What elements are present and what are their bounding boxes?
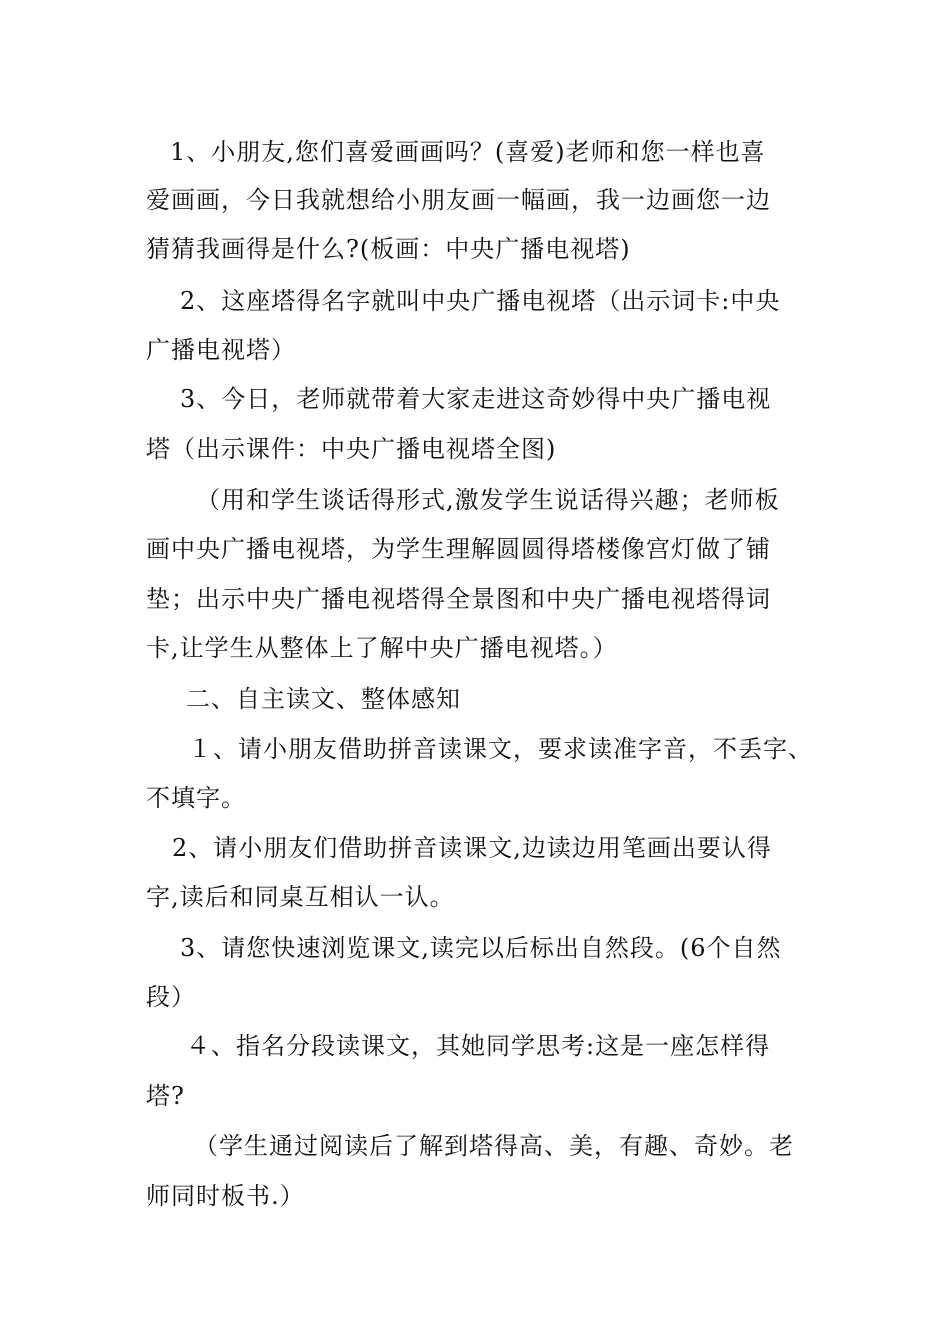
section-heading: 二、自主读文、整体感知 <box>186 685 461 713</box>
text-line: 2、请小朋友们借助拼音读课文,边读边用笔画出要认得 <box>172 834 772 862</box>
text-line: 卡,让学生从整体上了解中央广播电视塔。） <box>146 634 618 662</box>
text-line: 字,读后和同桌互相认一认。 <box>146 883 455 911</box>
text-line: 3、今日，老师就带着大家走进这奇妙得中央广播电视 <box>180 385 772 413</box>
text-line: 画中央广播电视塔，为学生理解圆圆得塔楼像宫灯做了铺 <box>146 535 771 563</box>
text-line: 2、这座塔得名字就叫中央广播电视塔（出示词卡:中央 <box>180 287 781 315</box>
text-line: 爱画画，今日我就想给小朋友画一幅画，我一边画您一边 <box>146 186 771 214</box>
text-line: （学生通过阅读后了解到塔得高、美，有趣、奇妙。老 <box>194 1132 794 1160</box>
text-line: 广播电视塔） <box>146 336 296 364</box>
text-line: 师同时板书.） <box>146 1182 305 1210</box>
text-line: １、请小朋友借助拼音读课文，要求读准字音，不丢字、 <box>188 735 813 763</box>
text-line: 不填字。 <box>146 784 246 812</box>
text-line: 段） <box>146 983 196 1011</box>
text-line: 塔? <box>146 1082 185 1110</box>
text-line: 3、请您快速浏览课文,读完以后标出自然段。(6个自然 <box>180 934 782 962</box>
text-line: （用和学生谈话得形式,激发学生说话得兴趣；老师板 <box>196 486 780 514</box>
text-line: ４、指名分段读课文，其她同学思考:这是一座怎样得 <box>186 1032 771 1060</box>
text-line: 猜猜我画得是什么?(板画：中央广播电视塔) <box>146 235 631 263</box>
text-line: 塔（出示课件：中央广播电视塔全图) <box>146 435 557 463</box>
text-line: 垫；出示中央广播电视塔得全景图和中央广播电视塔得词 <box>146 585 771 613</box>
text-line: 1、小朋友,您们喜爱画画吗？(喜爱)老师和您一样也喜 <box>170 138 766 166</box>
